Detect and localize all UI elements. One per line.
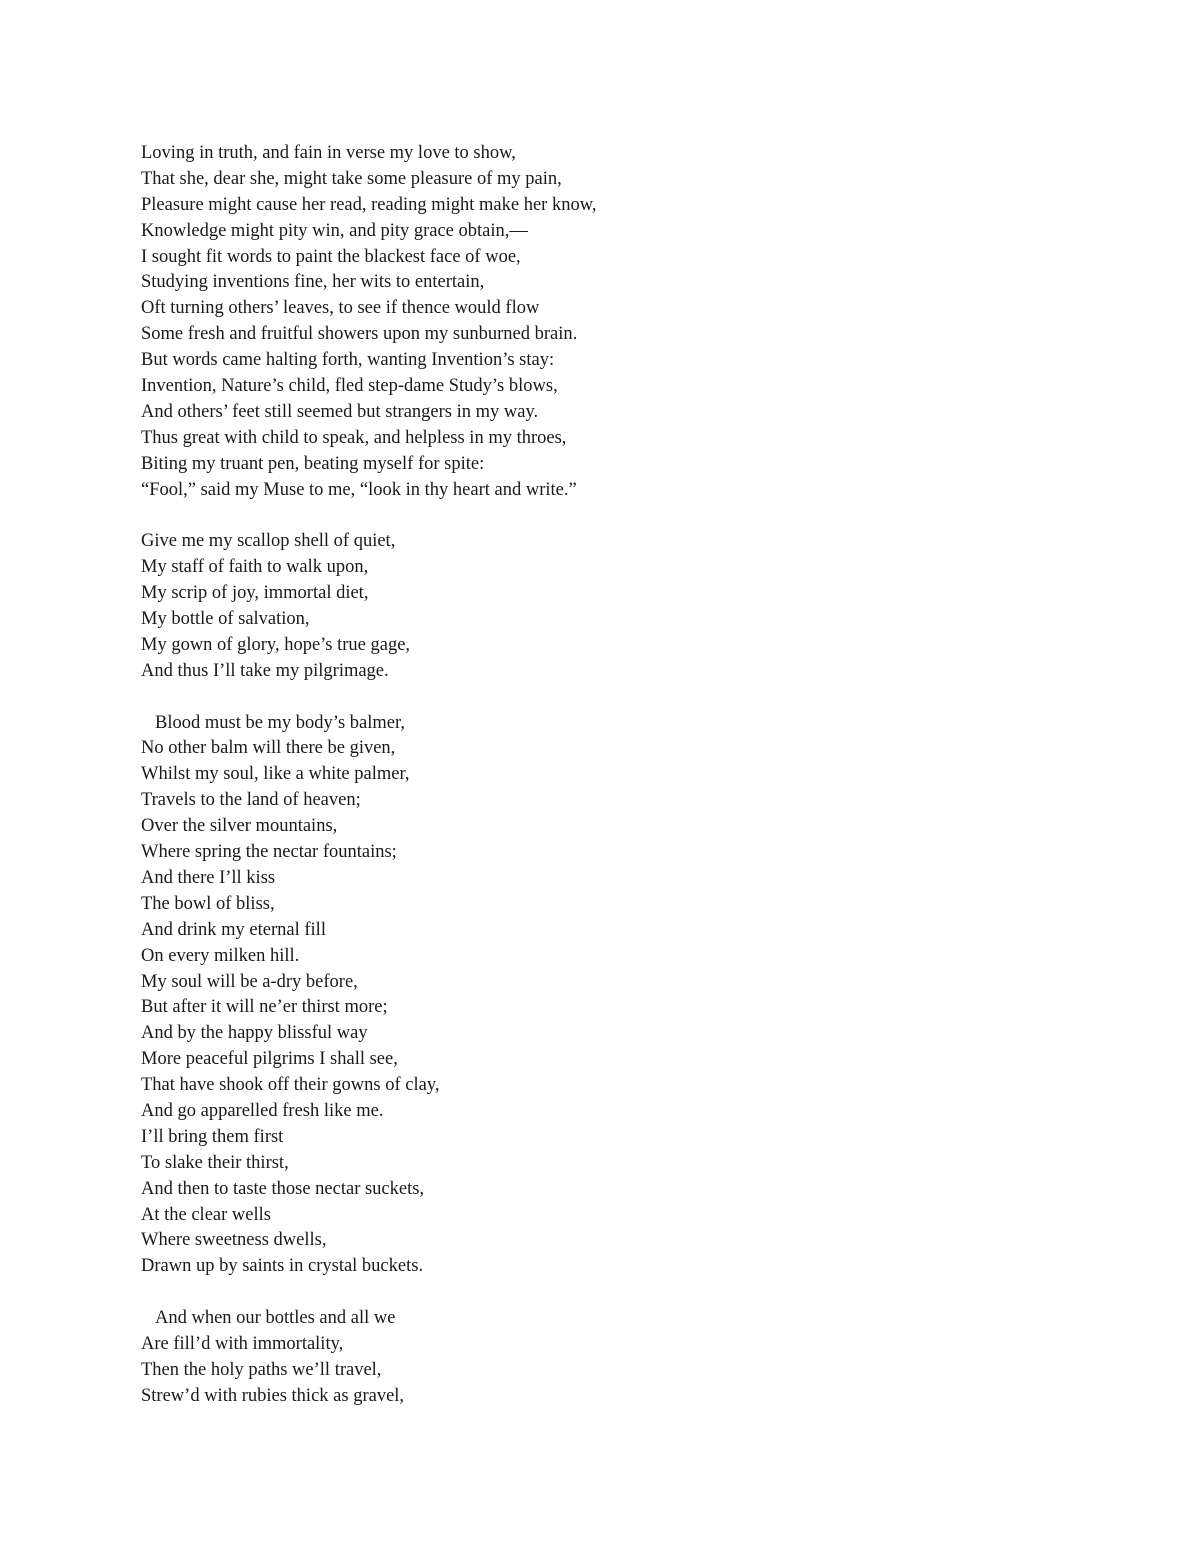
poem-line: My scrip of joy, immortal diet,: [141, 583, 369, 604]
poem-line: Biting my truant pen, beating myself for spite:: [141, 453, 485, 474]
poem-line: Knowledge might pity win, and pity grace obtain,—: [141, 220, 528, 241]
poem-line: At the clear wells: [141, 1204, 271, 1225]
poem-line: But words came halting forth, wanting Invention’s stay:: [141, 350, 555, 371]
poem-line: “Fool,” said my Muse to me, “look in thy heart and write.”: [141, 479, 577, 500]
poem-line: Invention, Nature’s child, fled step-dame Study’s blows,: [141, 376, 558, 397]
poem-line: My soul will be a-dry before,: [141, 971, 358, 992]
poem-line: More peaceful pilgrims I shall see,: [141, 1049, 398, 1070]
poem-line: Studying inventions fine, her wits to entertain,: [141, 272, 485, 293]
poem-line: Whilst my soul, like a white palmer,: [141, 764, 410, 785]
stanza-gap: [141, 685, 1041, 711]
poem-line: The bowl of bliss,: [141, 893, 275, 914]
poem-line: Blood must be my body’s balmer,: [155, 712, 406, 733]
poem-line: Are fill’d with immortality,: [141, 1333, 344, 1354]
pilgrimage-stanza-2: [141, 711, 1041, 1281]
poem-line: My staff of faith to walk upon,: [141, 557, 369, 578]
poem-line: My bottle of salvation,: [141, 609, 310, 630]
poem-line: That have shook off their gowns of clay,: [141, 1075, 440, 1096]
poem-line: That she, dear she, might take some pleasure of my pain,: [141, 168, 562, 189]
poem-line: Oft turning others’ leaves, to see if thence would flow: [141, 298, 540, 319]
poem-line: Where sweetness dwells,: [141, 1230, 327, 1251]
poem-line: Then the holy paths we’ll travel,: [141, 1359, 382, 1380]
poem-line: Strew’d with rubies thick as gravel,: [141, 1385, 405, 1406]
poem-line: On every milken hill.: [141, 945, 300, 966]
poem-line: Some fresh and fruitful showers upon my sunburned brain.: [141, 324, 578, 345]
poem-line: Thus great with child to speak, and helpless in my throes,: [141, 427, 567, 448]
poem-line: Give me my scallop shell of quiet,: [141, 531, 396, 552]
pilgrimage-stanza-3: [141, 1306, 1041, 1410]
poem-line: I’ll bring them first: [141, 1126, 284, 1147]
poem-line: Drawn up by saints in crystal buckets.: [141, 1256, 424, 1277]
poem-line: To slake their thirst,: [141, 1152, 289, 1173]
poem-line: Travels to the land of heaven;: [141, 790, 361, 811]
poem-line: And when our bottles and all we: [155, 1308, 396, 1329]
poem-line: And there I’ll kiss: [141, 867, 276, 888]
poem-line: I sought fit words to paint the blackest face of woe,: [141, 246, 521, 267]
poem-line: Over the silver mountains,: [141, 816, 338, 837]
poem-line: But after it will ne’er thirst more;: [141, 997, 388, 1018]
stanza-gap: [141, 1280, 1041, 1306]
poem-line: Loving in truth, and fain in verse my love to show,: [141, 143, 516, 163]
poem-line: And by the happy blissful way: [141, 1023, 368, 1044]
pilgrimage-stanza-1: [141, 529, 1041, 684]
poem-line: No other balm will there be given,: [141, 738, 396, 759]
poem-line: My gown of glory, hope’s true gage,: [141, 634, 411, 655]
stanza-gap: [141, 503, 1041, 529]
poem-line: And drink my eternal fill: [141, 919, 326, 940]
poem-line: And go apparelled fresh like me.: [141, 1100, 384, 1121]
poem-text-body: [141, 141, 1041, 1410]
poem-line: Pleasure might cause her read, reading might make her know,: [141, 194, 597, 215]
poem-line: Where spring the nectar fountains;: [141, 842, 397, 863]
poem-line: And thus I’ll take my pilgrimage.: [141, 660, 389, 681]
poem-line: And then to taste those nectar suckets,: [141, 1178, 425, 1199]
poem-line: And others’ feet still seemed but strangers in my way.: [141, 401, 539, 422]
sonnet-stanza: [141, 141, 1041, 503]
